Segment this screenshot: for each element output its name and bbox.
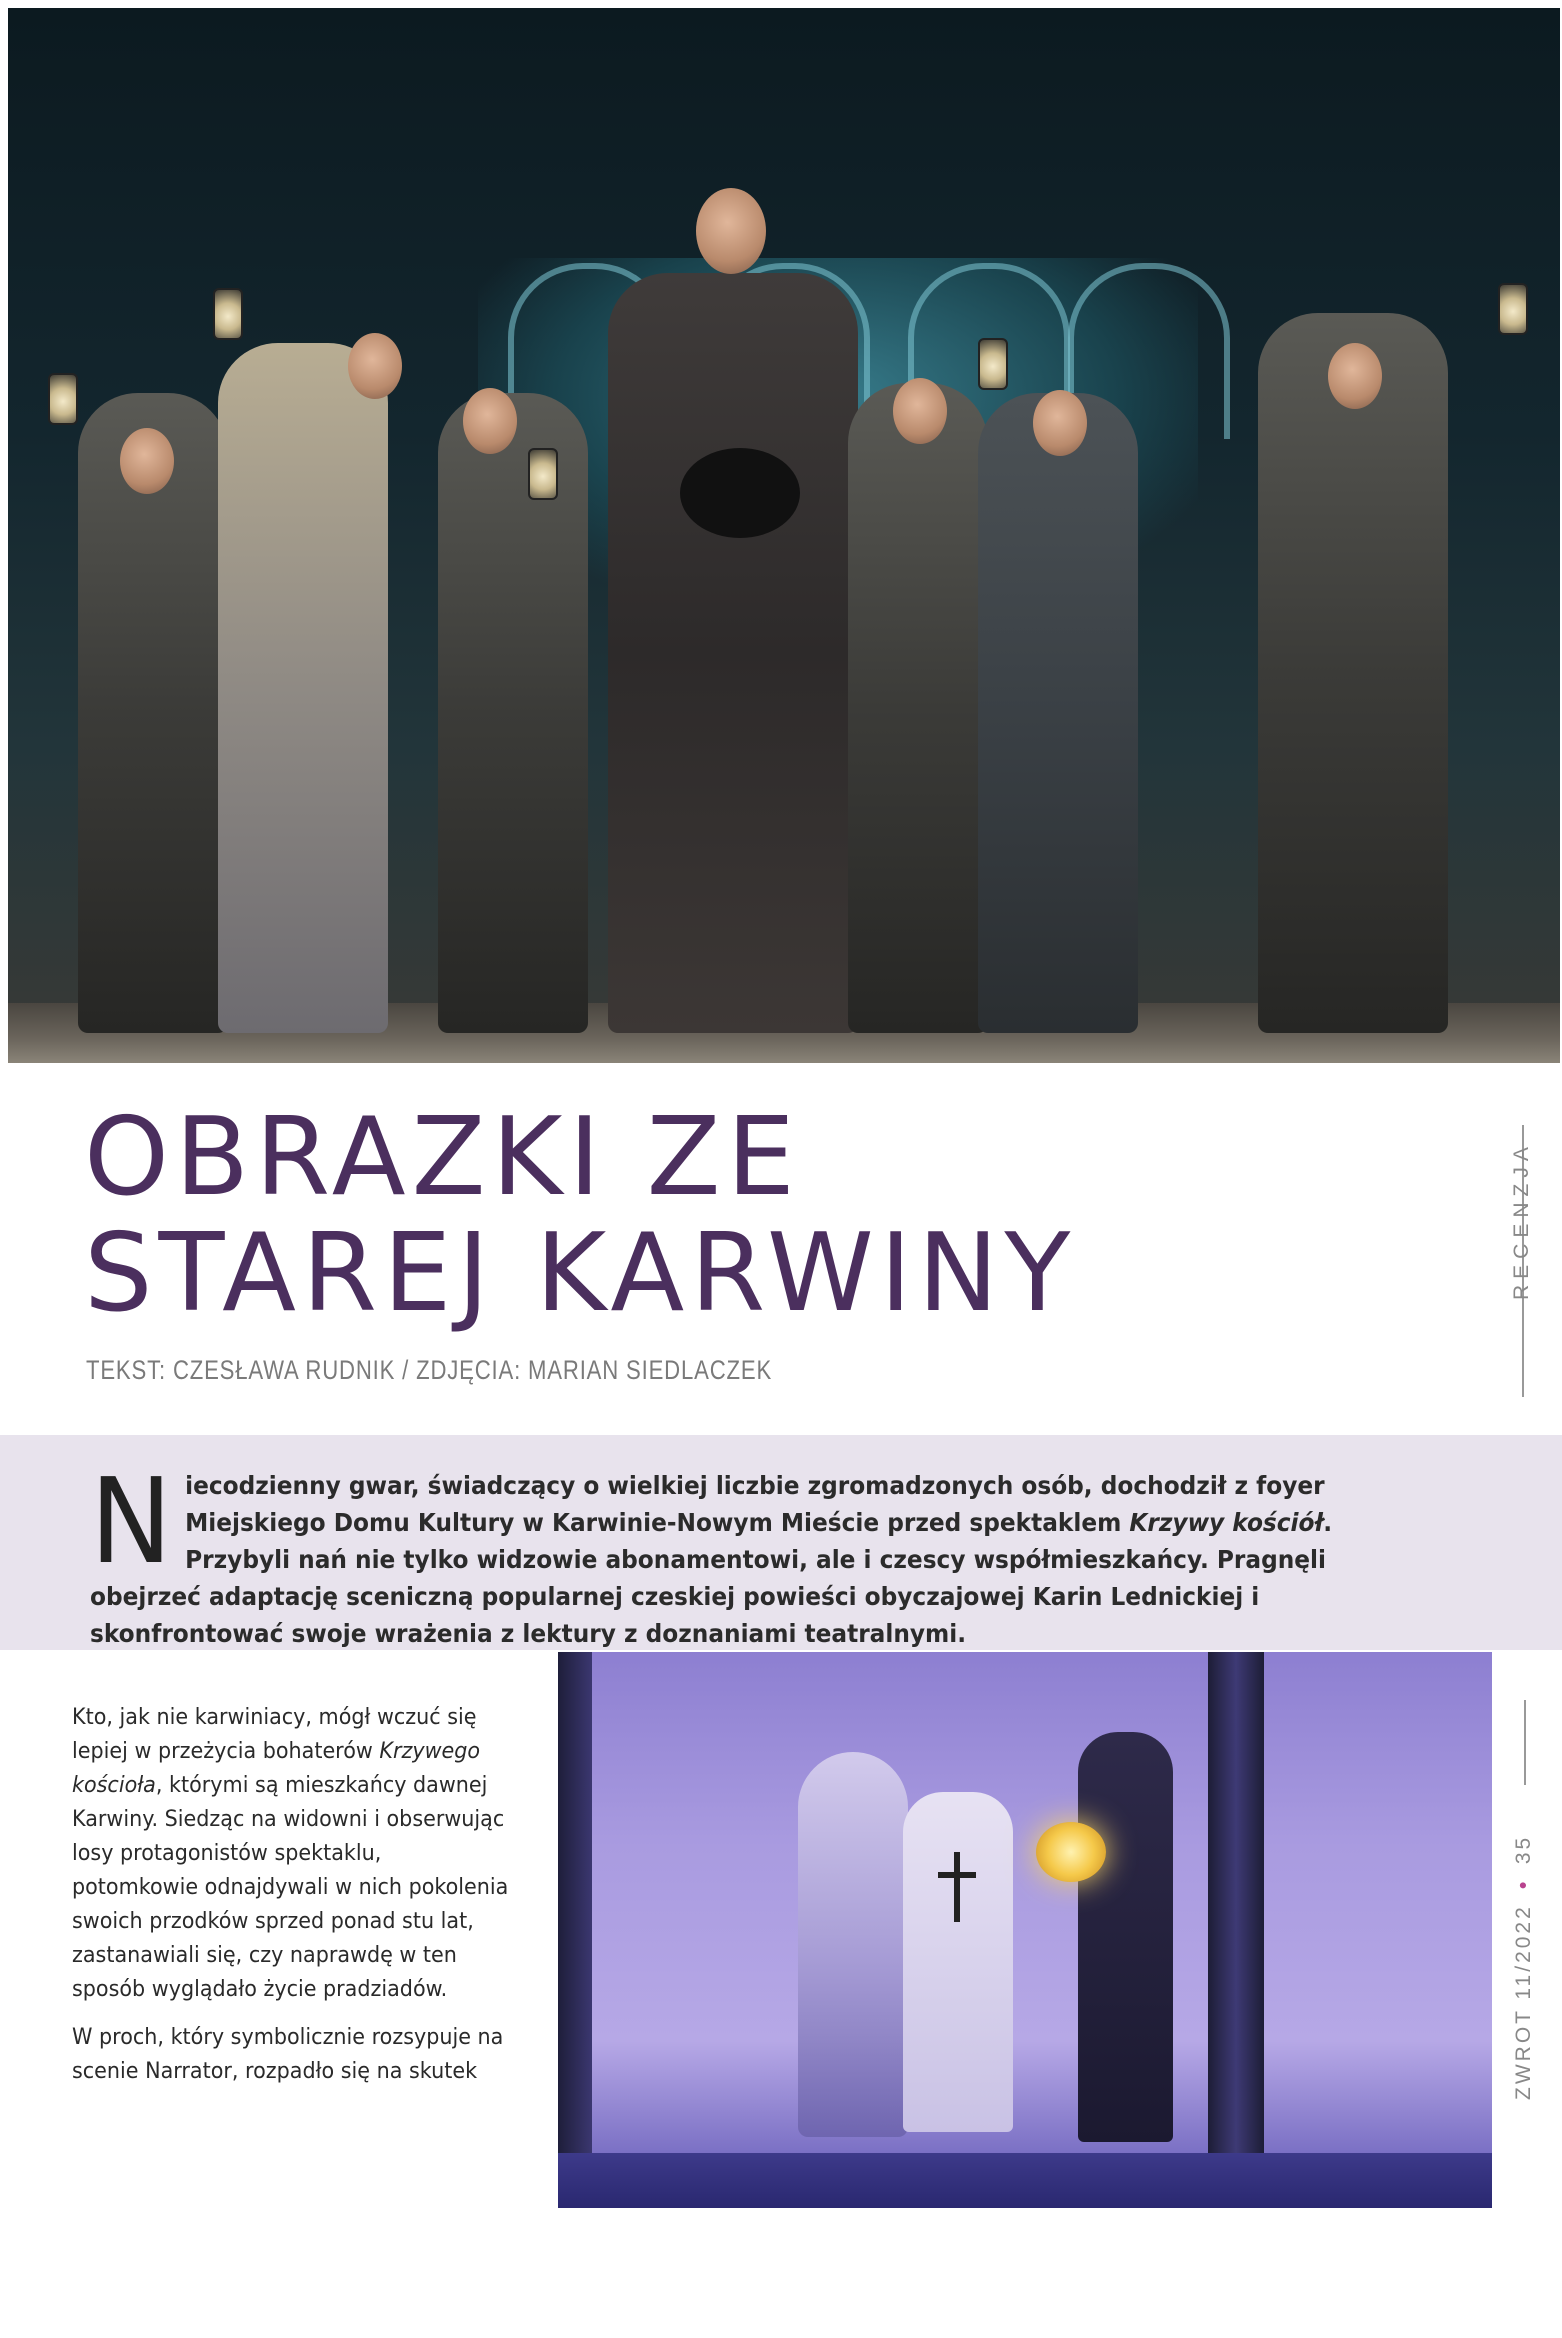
body-text: Kto, jak nie karwiniacy, mógł wczuć się lepiej w przeżycia bohaterów xyxy=(72,1704,477,1764)
actor-figure xyxy=(1258,313,1448,1033)
body-play-title: Krzywego kościoła xyxy=(72,1738,481,1798)
lead-paragraph xyxy=(90,1452,1429,1652)
page-number: 35 xyxy=(1512,1834,1535,1865)
page-folio xyxy=(1512,1800,1546,2100)
narrator-hat xyxy=(680,448,800,538)
lead-text: iecodzienny gwar, świadczący o wielkiej liczbie zgromadzonych osób, dochodził z foyer Miejskiego Domu Kultury w Karwinie-Nowym Mieście przed spektaklem xyxy=(185,1471,1325,1537)
narrator-figure xyxy=(608,273,858,1033)
actor-head xyxy=(1033,390,1087,456)
stage-floor xyxy=(558,2153,1492,2208)
article-credits: TEKST: CZESŁAWA RUDNIK / ZDJĘCIA: MARIAN SIEDLACZEK xyxy=(86,1355,773,1385)
lead-text: . Przybyli nań nie tylko widzowie abonamentowi, ale i czescy współmieszkańcy. Pragnęli obejrzeć adaptację sceniczną popularnej czeskiej powieści obyczajowej Karin Lednickiej i skonfrontować swoje wrażenia z lektury z doznaniami teatralnymi. xyxy=(90,1508,1333,1648)
body-text: , którymi są mieszkańcy dawnej Karwiny. Siedząc na widowni i obserwując losy protagonistów spektaklu, potomkowie odnajdywali w nich pokolenia swoich przodków sprzed ponad stu lat, zastanawiali się, czy naprawdę w ten sposób wyglądało życie pradziadów. xyxy=(72,1772,509,2002)
cross-icon xyxy=(938,1872,976,1878)
drop-cap: N xyxy=(90,1452,173,1590)
lantern-icon xyxy=(528,448,558,500)
actor-figure xyxy=(218,343,388,1033)
actor-head xyxy=(463,388,517,454)
lantern-icon xyxy=(213,288,243,340)
bride-figure xyxy=(798,1752,908,2137)
set-frame xyxy=(558,1652,592,2208)
actor-figure xyxy=(978,393,1138,1033)
narrator-head xyxy=(696,188,766,274)
body-paragraph xyxy=(72,1700,514,2006)
folio-separator: • xyxy=(1512,1879,1535,1890)
actor-figure xyxy=(848,383,988,1033)
lantern-icon xyxy=(978,338,1008,390)
body-paragraph: W proch, który symbolicznie rozsypuje na scenie Narrator, rozpadło się na skutek xyxy=(72,2024,504,2084)
folio-divider xyxy=(1524,1700,1526,1785)
wedding-scene-photo xyxy=(558,1652,1492,2208)
hero-photo xyxy=(8,8,1560,1063)
actor-figure xyxy=(438,393,588,1033)
cross-icon xyxy=(954,1852,960,1922)
actor-head xyxy=(348,333,402,399)
lantern-icon xyxy=(48,373,78,425)
section-tag: RECENZJA xyxy=(1510,1141,1533,1300)
actor-head xyxy=(893,378,947,444)
actor-head xyxy=(120,428,174,494)
magazine-issue: ZWROT 11/2022 xyxy=(1512,1904,1535,2100)
bouquet-icon xyxy=(1036,1822,1106,1882)
actor-head xyxy=(1328,343,1382,409)
article-title-line: STAREJ KARWINY xyxy=(84,1211,1077,1336)
set-frame xyxy=(1208,1652,1264,2208)
article-title xyxy=(84,1095,1444,1336)
article-title-line: OBRAZKI ZE xyxy=(84,1095,801,1220)
body-column xyxy=(72,1700,514,2102)
groom-figure xyxy=(1078,1732,1173,2142)
priest-figure xyxy=(903,1792,1013,2132)
lantern-icon xyxy=(1498,283,1528,335)
lead-play-title: Krzywy kościół xyxy=(1129,1508,1324,1537)
